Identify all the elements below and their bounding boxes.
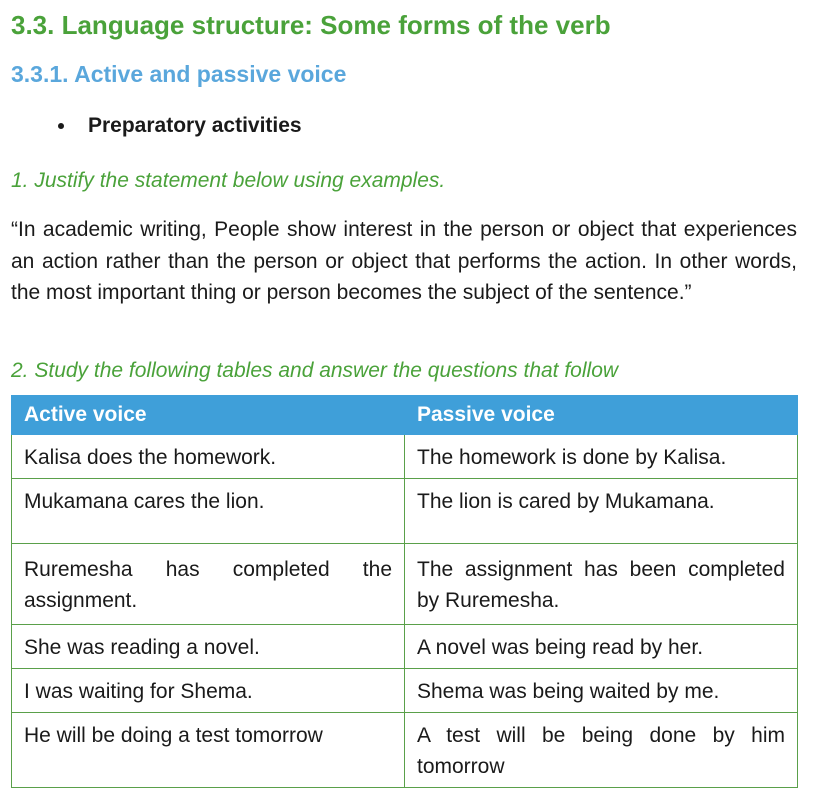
- passive-cell: A novel was being read by her.: [405, 625, 798, 669]
- section-title: 3.3. Language structure: Some forms of the verb: [11, 10, 611, 40]
- active-cell: Ruremesha has completed the assignment.: [12, 544, 405, 625]
- active-cell: Kalisa does the homework.: [12, 435, 405, 479]
- header-passive-voice: Passive voice: [405, 396, 798, 435]
- passive-cell: The lion is cared by Mukamana.: [405, 479, 798, 544]
- active-cell: She was reading a novel.: [12, 625, 405, 669]
- question-1: 1. Justify the statement below using examples.: [11, 169, 446, 192]
- bullet-dot-icon: [58, 123, 64, 129]
- header-active-voice: Active voice: [12, 396, 405, 435]
- table-header-row: [12, 396, 798, 435]
- passive-cell: The assignment has been completed by Ruremesha.: [405, 544, 798, 625]
- table-row: [12, 479, 798, 544]
- passive-cell: A test will be being done by him tomorrow: [405, 713, 798, 788]
- active-cell: I was waiting for Shema.: [12, 669, 405, 713]
- table-row: [12, 435, 798, 479]
- active-cell: Mukamana cares the lion.: [12, 479, 405, 544]
- quote-paragraph: “In academic writing, People show interest in the person or object that experiences an action rather than the person or object that performs the action. In other words, the most important thing or person becomes the subject of the sentence.”: [11, 218, 797, 304]
- voice-table: [11, 395, 798, 788]
- passive-cell: The homework is done by Kalisa.: [405, 435, 798, 479]
- table-row: [12, 713, 798, 788]
- table-row: [12, 669, 798, 713]
- bullet-item: [58, 114, 302, 138]
- bullet-label: Preparatory activities: [88, 114, 302, 137]
- passive-cell: Shema was being waited by me.: [405, 669, 798, 713]
- active-cell: He will be doing a test tomorrow: [12, 713, 405, 788]
- subsection-title: 3.3.1. Active and passive voice: [11, 61, 347, 87]
- table-row: [12, 625, 798, 669]
- table-row: [12, 544, 798, 625]
- question-2: 2. Study the following tables and answer the questions that follow: [11, 359, 619, 382]
